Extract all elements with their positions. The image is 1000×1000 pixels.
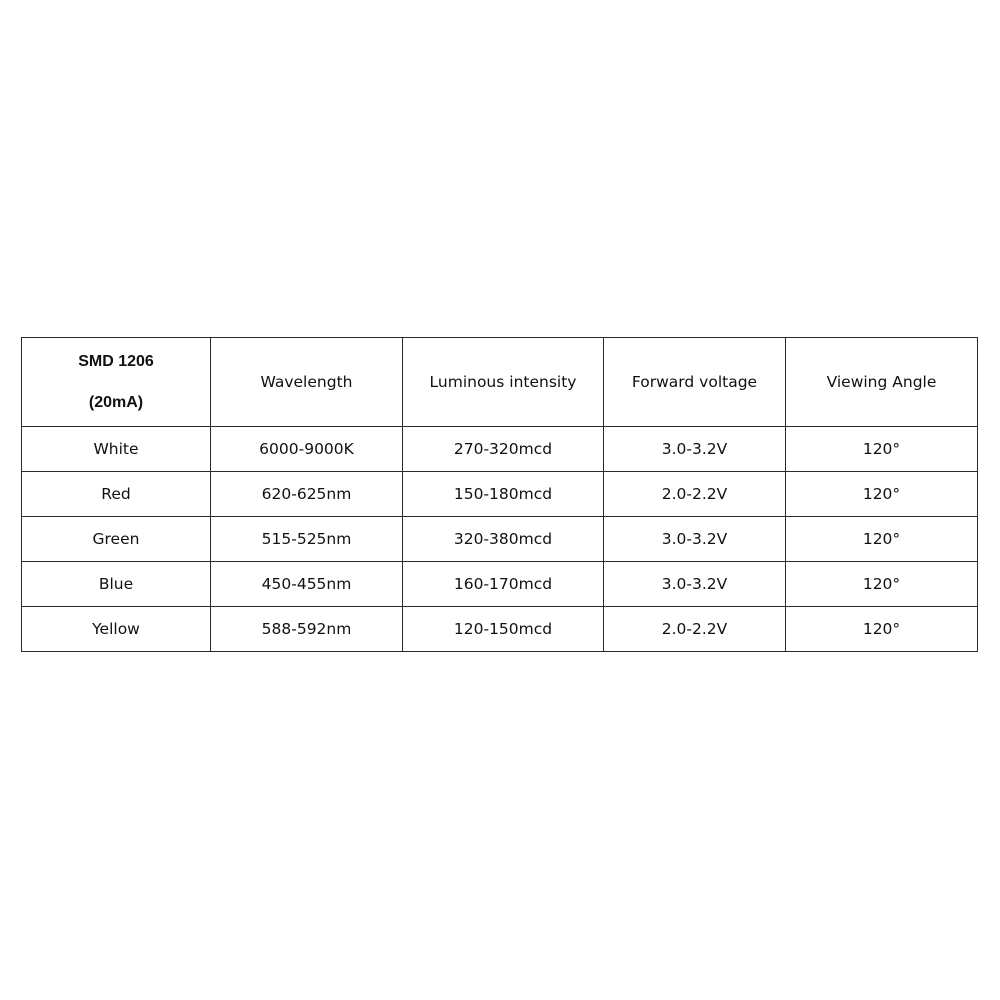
table-row — [22, 517, 978, 562]
intensity-cell: 160-170mcd — [403, 562, 604, 607]
voltage-cell: 3.0-3.2V — [604, 517, 786, 562]
intensity-cell: 120-150mcd — [403, 607, 604, 652]
wavelength-cell: 515-525nm — [211, 517, 403, 562]
intensity-cell: 150-180mcd — [403, 472, 604, 517]
angle-cell: 120° — [786, 517, 978, 562]
header-forward-voltage: Forward voltage — [604, 338, 786, 427]
angle-cell: 120° — [786, 562, 978, 607]
wavelength-cell: 450-455nm — [211, 562, 403, 607]
intensity-cell: 270-320mcd — [403, 427, 604, 472]
angle-cell: 120° — [786, 607, 978, 652]
color-cell: Blue — [22, 562, 211, 607]
table-row — [22, 562, 978, 607]
header-wavelength: Wavelength — [211, 338, 403, 427]
wavelength-cell: 588-592nm — [211, 607, 403, 652]
model-current: (20mA) — [88, 394, 144, 411]
angle-cell: 120° — [786, 427, 978, 472]
voltage-cell: 2.0-2.2V — [604, 472, 786, 517]
header-luminous-intensity: Luminous intensity — [403, 338, 604, 427]
color-cell: Green — [22, 517, 211, 562]
intensity-cell: 320-380mcd — [403, 517, 604, 562]
voltage-cell: 3.0-3.2V — [604, 427, 786, 472]
model-header-cell — [22, 338, 211, 427]
color-cell: Yellow — [22, 607, 211, 652]
wavelength-cell: 6000-9000K — [211, 427, 403, 472]
color-cell: White — [22, 427, 211, 472]
angle-cell: 120° — [786, 472, 978, 517]
color-cell: Red — [22, 472, 211, 517]
model-name: SMD 1206 — [78, 352, 154, 370]
wavelength-cell: 620-625nm — [211, 472, 403, 517]
voltage-cell: 3.0-3.2V — [604, 562, 786, 607]
header-row — [22, 338, 978, 427]
voltage-cell: 2.0-2.2V — [604, 607, 786, 652]
table-row — [22, 427, 978, 472]
table-row — [22, 472, 978, 517]
led-spec-table — [21, 337, 978, 652]
header-viewing-angle: Viewing Angle — [786, 338, 978, 427]
table-row — [22, 607, 978, 652]
